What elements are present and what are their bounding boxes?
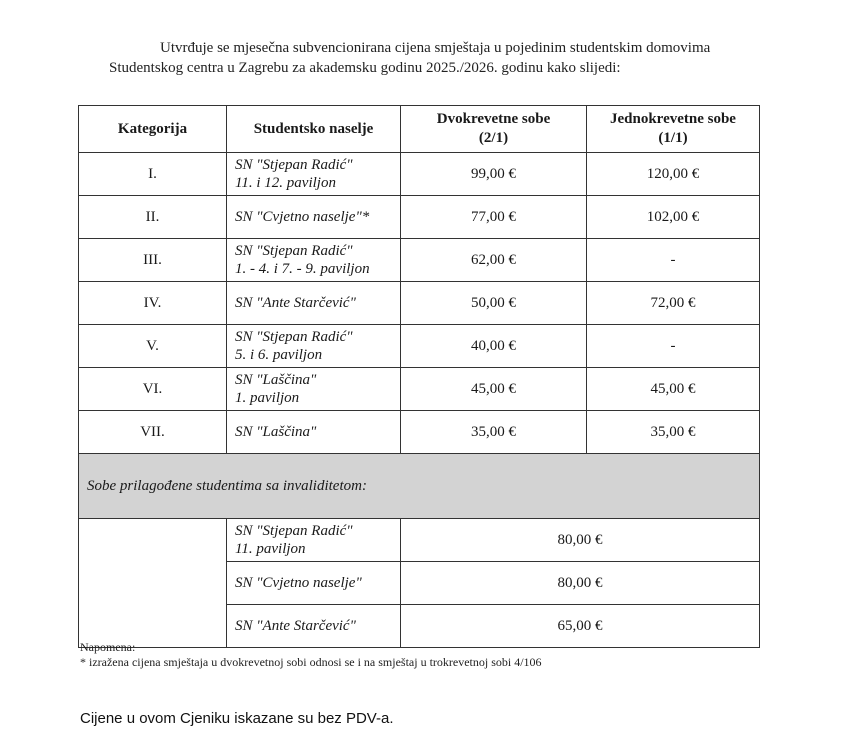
header-double-line1: Dvokrevetne sobe	[436, 111, 551, 127]
table-row	[79, 196, 760, 239]
settlement-name: SN "Laščina"	[235, 372, 317, 388]
category-cell: II.	[79, 196, 227, 239]
price-cell: 65,00 €	[401, 605, 760, 648]
single-price-cell: 120,00 €	[587, 153, 760, 196]
settlement-cell	[227, 239, 401, 282]
settlement-name: SN "Ante Starčević"	[235, 618, 356, 634]
single-price-cell: -	[587, 325, 760, 368]
double-price-cell: 40,00 €	[401, 325, 587, 368]
double-price-cell: 62,00 €	[401, 239, 587, 282]
note	[80, 640, 800, 670]
table-header-row	[79, 106, 760, 153]
category-cell: III.	[79, 239, 227, 282]
category-cell: VI.	[79, 368, 227, 411]
intro-line-2: Studentskog centra u Zagrebu za akademsku godinu 2025./2026. godinu kako slijedi:	[109, 60, 621, 76]
category-cell: IV.	[79, 282, 227, 325]
double-price-cell: 50,00 €	[401, 282, 587, 325]
settlement-name: SN "Stjepan Radić"	[235, 243, 353, 259]
header-settlement: Studentsko naselje	[227, 106, 401, 153]
settlement-detail: 11. i 12. paviljon	[235, 175, 336, 191]
empty-category-cell	[79, 519, 227, 648]
table-row	[79, 239, 760, 282]
footer-vat-note: Cijene u ovom Cjeniku iskazane su bez PDV-a.	[80, 710, 394, 727]
intro-line-1: Utvrđuje se mjesečna subvencionirana cijena smještaja u pojedinim studentskim domovima	[160, 40, 711, 56]
header-single-line2: (1/1)	[658, 130, 688, 146]
settlement-cell	[227, 411, 401, 454]
settlement-name: SN "Cvjetno naselje"	[235, 575, 362, 591]
settlement-name: SN "Stjepan Radić"	[235, 329, 353, 345]
settlement-cell	[227, 196, 401, 239]
settlement-detail: 11. paviljon	[235, 541, 306, 557]
single-price-cell: 45,00 €	[587, 368, 760, 411]
header-category: Kategorija	[79, 106, 227, 153]
single-price-cell: 35,00 €	[587, 411, 760, 454]
settlement-cell	[227, 562, 401, 605]
intro-paragraph	[80, 38, 820, 78]
table-row	[79, 325, 760, 368]
disability-section-header	[79, 454, 760, 519]
settlement-cell	[227, 519, 401, 562]
settlement-name: SN "Cvjetno naselje"*	[235, 209, 370, 225]
price-cell: 80,00 €	[401, 562, 760, 605]
settlement-cell	[227, 282, 401, 325]
header-double-line2: (2/1)	[478, 130, 509, 146]
header-single-line1: Jednokrevetne sobe	[610, 111, 736, 127]
double-price-cell: 45,00 €	[401, 368, 587, 411]
settlement-cell	[227, 153, 401, 196]
price-table	[78, 105, 760, 648]
header-single-room	[587, 106, 760, 153]
category-cell: VII.	[79, 411, 227, 454]
settlement-detail: 5. i 6. paviljon	[235, 347, 323, 363]
settlement-name: SN "Ante Starčević"	[235, 295, 356, 311]
settlement-name: SN "Stjepan Radić"	[235, 157, 353, 173]
price-cell: 80,00 €	[401, 519, 760, 562]
note-label: Napomena:	[80, 640, 136, 654]
double-price-cell: 35,00 €	[401, 411, 587, 454]
category-cell: V.	[79, 325, 227, 368]
single-price-cell: -	[587, 239, 760, 282]
table-row	[79, 368, 760, 411]
header-double-room	[401, 106, 587, 153]
settlement-name: SN "Stjepan Radić"	[235, 523, 353, 539]
table-row	[79, 282, 760, 325]
table-row	[79, 519, 760, 562]
settlement-detail: 1. paviljon	[235, 390, 300, 406]
table-row	[79, 411, 760, 454]
settlement-detail: 1. - 4. i 7. - 9. paviljon	[235, 261, 370, 277]
settlement-name: SN "Laščina"	[235, 424, 317, 440]
single-price-cell: 72,00 €	[587, 282, 760, 325]
single-price-cell: 102,00 €	[587, 196, 760, 239]
table-row	[79, 153, 760, 196]
settlement-cell	[227, 325, 401, 368]
double-price-cell: 99,00 €	[401, 153, 587, 196]
disability-section-title: Sobe prilagođene studentima sa invaliditetom:	[79, 454, 760, 519]
category-cell: I.	[79, 153, 227, 196]
note-text: * izražena cijena smještaja u dvokrevetnoj sobi odnosi se i na smještaj u trokrevetnoj sobi 4/106	[80, 655, 542, 669]
settlement-cell	[227, 368, 401, 411]
double-price-cell: 77,00 €	[401, 196, 587, 239]
